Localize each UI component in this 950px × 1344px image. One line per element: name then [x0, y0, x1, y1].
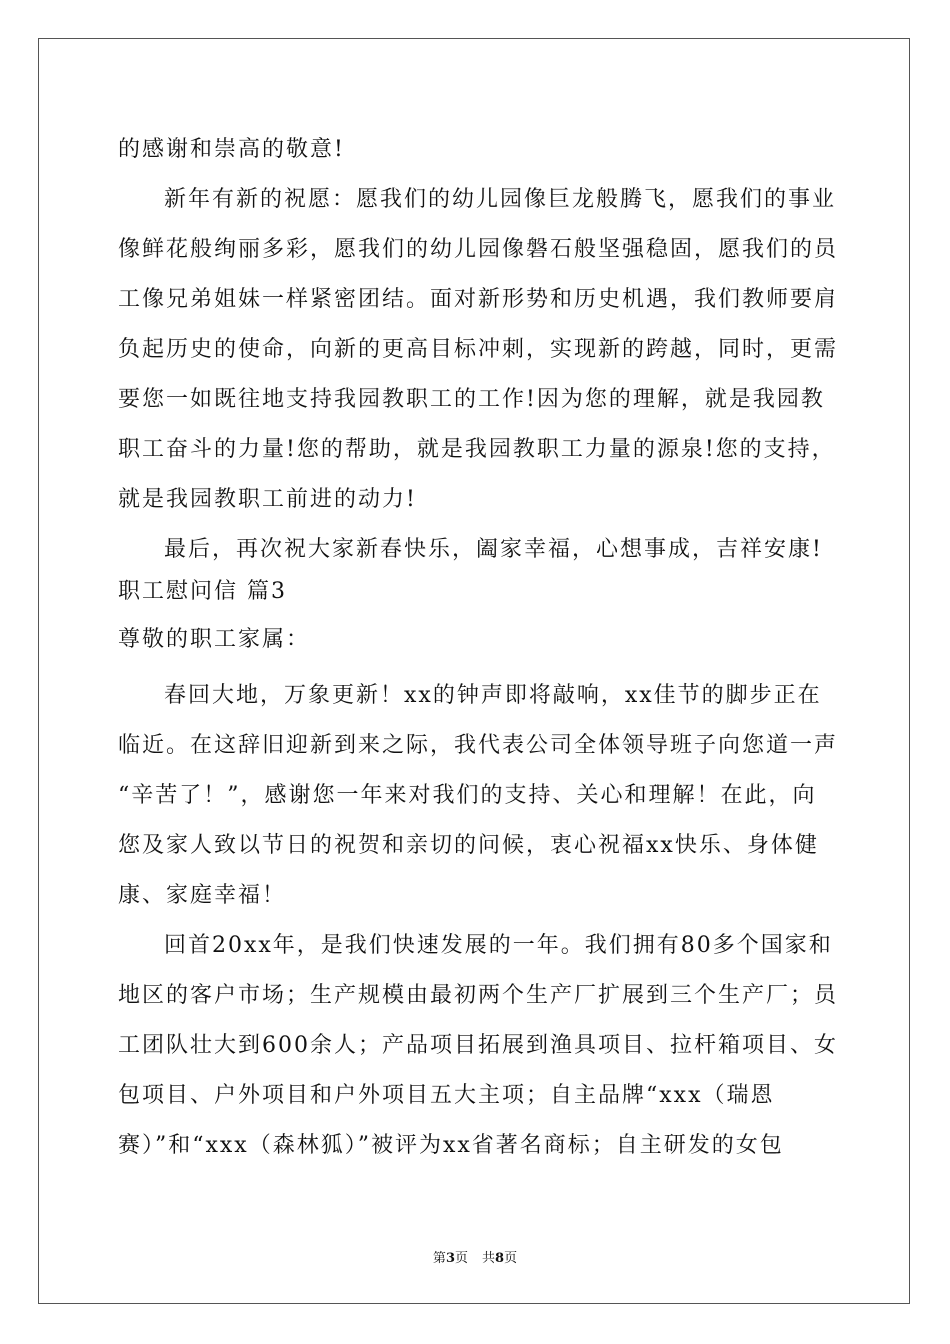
paragraph-start: 最后，再次祝大家新春快乐，阖家幸福，心想事成，吉祥安康!	[164, 537, 823, 562]
text-line: 像鲜花般绚丽多彩，愿我们的幼儿园像磐石般坚强稳固，愿我们的员	[118, 237, 839, 262]
total-prefix: 共	[482, 1251, 496, 1266]
section-heading: 职工慰问信 篇3	[118, 579, 287, 604]
document-body	[118, 125, 838, 1171]
paragraph-start: 春回大地，万象更新！xx的钟声即将敲响，xx佳节的脚步正在	[164, 683, 822, 708]
page-footer	[0, 1247, 950, 1266]
text-line: 就是我园教职工前进的动力!	[118, 487, 417, 512]
text-line: 赛）”和“xxx（森林狐）”被评为xx省著名商标；自主研发的女包	[118, 1133, 784, 1158]
current-page-number: 3	[445, 1251, 455, 1266]
text-line: 的感谢和崇高的敬意!	[118, 137, 345, 162]
page-prefix: 第	[432, 1251, 446, 1266]
text-line: 工团队壮大到600余人；产品项目拓展到渔具项目、拉杆箱项目、女	[118, 1033, 838, 1058]
text-line: 您及家人致以节日的祝贺和亲切的问候，衷心祝福xx快乐、身体健	[118, 833, 819, 858]
text-line: 地区的客户市场；生产规模由最初两个生产厂扩展到三个生产厂；员	[118, 983, 839, 1008]
salutation: 尊敬的职工家属：	[118, 627, 311, 652]
text-line: 要您一如既往地支持我园教职工的工作!因为您的理解，就是我园教	[118, 387, 825, 412]
page-unit: 页	[454, 1251, 468, 1266]
text-line: 工像兄弟姐妹一样紧密团结。面对新形势和历史机遇，我们教师要肩	[118, 287, 839, 312]
paragraph-start: 新年有新的祝愿：愿我们的幼儿园像巨龙般腾飞，愿我们的事业	[164, 187, 837, 212]
text-line: 负起历史的使命，向新的更高目标冲刺，实现新的跨越，同时，更需	[118, 337, 839, 362]
text-line: 临近。在这辞旧迎新到来之际，我代表公司全体领导班子向您道一声	[118, 733, 839, 758]
text-line: 职工奋斗的力量!您的帮助，就是我园教职工力量的源泉!您的支持，	[118, 437, 836, 462]
total-unit: 页	[504, 1251, 518, 1266]
paragraph-start: 回首20xx年，是我们快速发展的一年。我们拥有80多个国家和	[164, 933, 833, 958]
text-line: 包项目、户外项目和户外项目五大主项；自主品牌“xxx（瑞恩	[118, 1083, 775, 1108]
text-line: “辛苦了！”，感谢您一年来对我们的支持、关心和理解！在此，向	[118, 783, 817, 808]
total-page-number: 8	[495, 1251, 505, 1266]
text-line: 康、家庭幸福！	[118, 883, 287, 908]
